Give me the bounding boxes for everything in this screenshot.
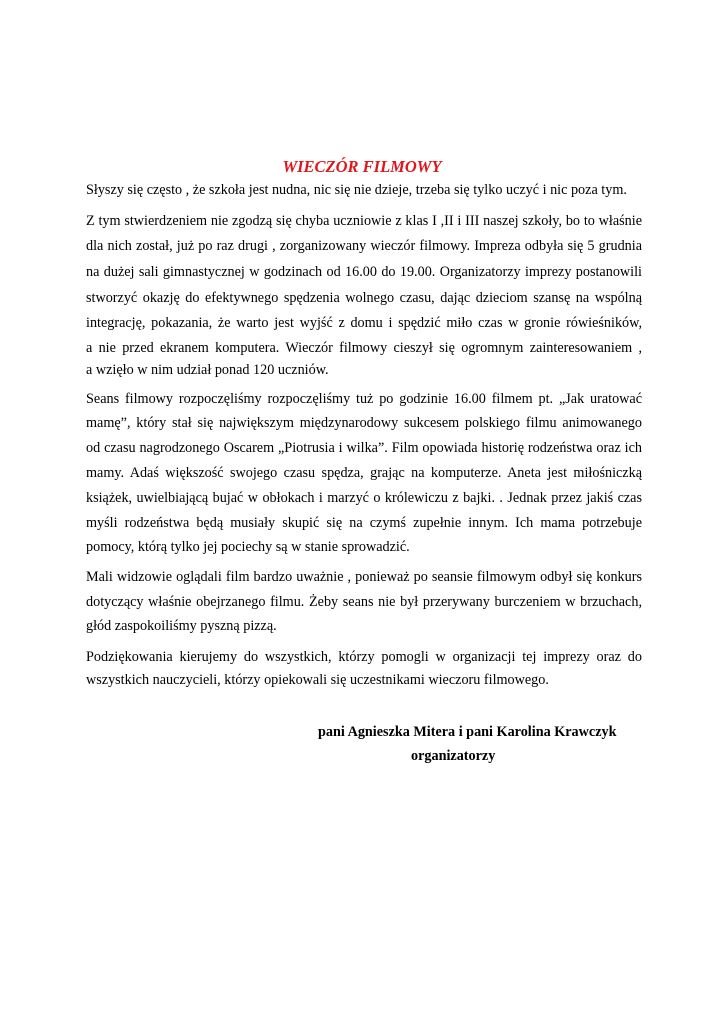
text-line: pomocy, którą tylko jej pociechy są w stanie sprowadzić. <box>86 539 410 555</box>
text-line: mamę”, który stał się największym międzynarodowy sukcesem polskiego filmu animowanego <box>86 415 642 431</box>
text-line: dotyczący właśnie obejrzanego filmu. Żeby seans nie był przerywany burczeniem w brzuchach, <box>86 594 642 610</box>
text-line: integrację, pokazania, że warto jest wyjść z domu i spędzić miło czas w gronie rówieśników, <box>86 315 642 331</box>
text-line: głód zaspokoiliśmy pyszną pizzą. <box>86 618 277 634</box>
text-line: dla nich został, już po raz drugi , zorganizowany wieczór filmowy. Impreza odbyła się 5 grudnia <box>86 238 642 254</box>
signature-name: pani Agnieszka Mitera i pani Karolina Krawczyk <box>318 724 617 740</box>
text-line: a nie przed ekranem komputera. Wieczór filmowy cieszył się ogromnym zainteresowaniem , <box>86 340 642 356</box>
text-line: Podziękowania kierujemy do wszystkich, którzy pomogli w organizacji tej imprezy oraz do <box>86 649 642 665</box>
text-line: Słyszy się często , że szkoła jest nudna, nic się nie dzieje, trzeba się tylko uczyć i nic poza tym. <box>86 182 627 198</box>
text-line: książek, uwielbiającą bujać w obłokach i marzyć o królewiczu z bajki. . Jednak przez jakiś czas <box>86 490 642 506</box>
text-line: a wzięło w nim udział ponad 120 uczniów. <box>86 362 329 378</box>
text-line: Seans filmowy rozpoczęliśmy rozpoczęliśmy tuż po godzinie 16.00 filmem pt. „Jak uratować <box>86 391 642 407</box>
text-line: mamy. Adaś większość swojego czasu spędza, grając na komputerze. Aneta jest miłośniczką <box>86 465 642 481</box>
text-line: myśli rodzeństwa będą musiały skupić się na czymś zupełnie innym. Ich mama potrzebuje <box>86 515 642 531</box>
text-line: na dużej sali gimnastycznej w godzinach od 16.00 do 19.00. Organizatorzy imprezy postanowili <box>86 264 642 280</box>
text-line: stworzyć okazję do efektywnego spędzenia wolnego czasu, dając dzieciom szansę na wspólną <box>86 290 642 306</box>
text-line: wszystkich nauczycieli, którzy opiekowali się uczestnikami wieczoru filmowego. <box>86 672 549 688</box>
text-line: od czasu nagrodzonego Oscarem „Piotrusia i wilka”. Film opowiada historię rodzeństwa oraz ich <box>86 440 642 456</box>
text-line: Z tym stwierdzeniem nie zgodzą się chyba uczniowie z klas I ,II i III naszej szkoły, bo to właśnie <box>86 213 642 229</box>
text-line: Mali widzowie oglądali film bardzo uważnie , ponieważ po seansie filmowym odbył się konkurs <box>86 569 642 585</box>
signature-role: organizatorzy <box>411 748 496 764</box>
document-title: WIECZÓR FILMOWY <box>282 157 442 176</box>
